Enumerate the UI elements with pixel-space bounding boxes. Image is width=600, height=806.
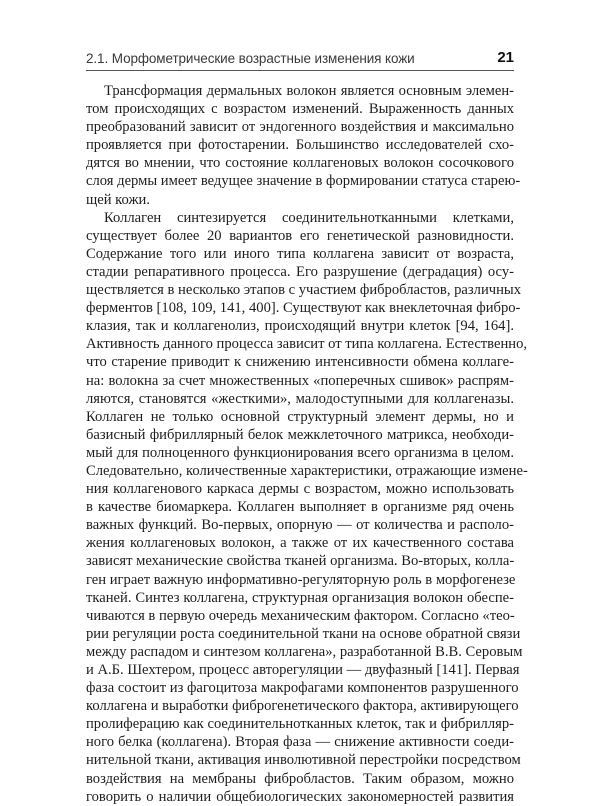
- running-header: [86, 50, 514, 71]
- text-line: ляются, становятся «жесткими», малодоступными для коллагеназы.: [86, 390, 514, 407]
- text-line: дятся во мнении, что состояние коллагеновых волокон сосочкового: [86, 155, 514, 172]
- text-line: щей кожи.: [86, 191, 150, 208]
- text-line: говорить о наличии общебиологических закономерностей развития: [86, 788, 514, 805]
- text-line: ния коллагенового каркаса дермы с возрастом, можно использовать: [86, 481, 514, 498]
- text-line: в качестве биомаркера. Коллаген выполняет в организме ряд очень: [86, 499, 514, 516]
- text-line: важных функций. Во-первых, опорную — от количества и располо-: [86, 517, 514, 534]
- text-line: и А.Б. Шехтером, процесс авторегуляции — двуфазный [141]. Первая: [86, 662, 520, 678]
- text-line: Коллаген не только основной структурный элемент дермы, но и: [86, 408, 514, 425]
- text-line: базисный фибриллярный белок межклеточного матрикса, необходи-: [86, 426, 514, 443]
- paragraph-1: [86, 82, 521, 209]
- text-line: стадии репаративного процесса. Его разрушение (деградация) осу-: [86, 263, 514, 280]
- text-line: что старение приводит к снижению интенсивности обмена коллаге-: [86, 354, 514, 371]
- text-line: том происходящих с возрастом изменений. Выраженность данных: [86, 101, 514, 118]
- text-line: Коллаген синтезируется соединительнотканными клетками,: [104, 209, 514, 226]
- body-text: [86, 82, 528, 806]
- text-line: воздействия на мембраны фибробластов. Таким образом, можно: [86, 770, 514, 787]
- text-line: Активность данного процесса зависит от типа коллагена. Естественно,: [86, 336, 528, 353]
- text-line: ществляется в несколько этапов с участием фибробластов, различных: [86, 282, 522, 299]
- text-line: Следовательно, количественные характеристики, отражающие измене-: [86, 462, 528, 479]
- text-line: зависят механические свойства тканей организма. Во-вторых, колла-: [86, 553, 515, 570]
- text-line: между распадом и синтезом коллагена», разработанной В.В. Серовым: [86, 643, 523, 660]
- text-line: пролиферацию как соединительнотканных клеток, так и фибрилляр-: [86, 716, 514, 733]
- text-line: мый для полноценного функционирования всего организма в целом.: [86, 444, 514, 461]
- text-line: существует более 20 вариантов его генетической разновидности.: [86, 227, 514, 244]
- text-line: слоя дермы имеет ведущее значение в формировании статуса старею-: [86, 173, 521, 190]
- text-line: рии регуляции роста соединительной ткани на основе обратной связи: [86, 625, 521, 642]
- text-line: коллагена и выработки фиброгенетического фактора, активирующего: [86, 698, 519, 715]
- text-line: на: волокна за счет множественных «поперечных сшивок» распрям-: [86, 372, 514, 389]
- text-line: Трансформация дермальных волокон является основным элемен-: [104, 83, 514, 99]
- text-line: фаза состоит из фагоцитоза макрофагами компонентов разрушенного: [86, 680, 519, 697]
- text-line: Содержание того или иного типа коллагена зависит от возраста,: [86, 245, 514, 262]
- page-number: 21: [497, 49, 514, 66]
- text-line: проявляется при фотостарении. Большинство исследователей схо-: [86, 137, 514, 154]
- text-line: ген играет важную информативно-регуляторную роль в морфогенезе: [86, 571, 516, 588]
- running-title: 2.1. Морфометрические возрастные изменения кожи: [86, 51, 415, 66]
- text-line: ферментов [108, 109, 141, 400]. Существуют как внеклеточная фибро-: [86, 300, 521, 317]
- text-line: ного белка (коллагена). Вторая фаза — снижение активности соеди-: [86, 734, 514, 751]
- text-line: преобразований зависит от эндогенного воздействия и максимально: [86, 119, 514, 136]
- text-line: тканей. Синтез коллагена, структурная организация волокон обеспе-: [86, 589, 514, 606]
- text-line: чиваются в первую очередь механическим фактором. Согласно «тео-: [86, 607, 515, 624]
- text-line: жения коллагеновых волокон, а также от их качественного состава: [86, 535, 514, 552]
- text-line: нительной ткани, активация инволютивной перестройки посредством: [86, 752, 521, 769]
- text-line: клазия, так и коллагенолиз, происходящий внутри клеток [94, 164].: [86, 318, 514, 335]
- paragraph-2: [86, 209, 528, 806]
